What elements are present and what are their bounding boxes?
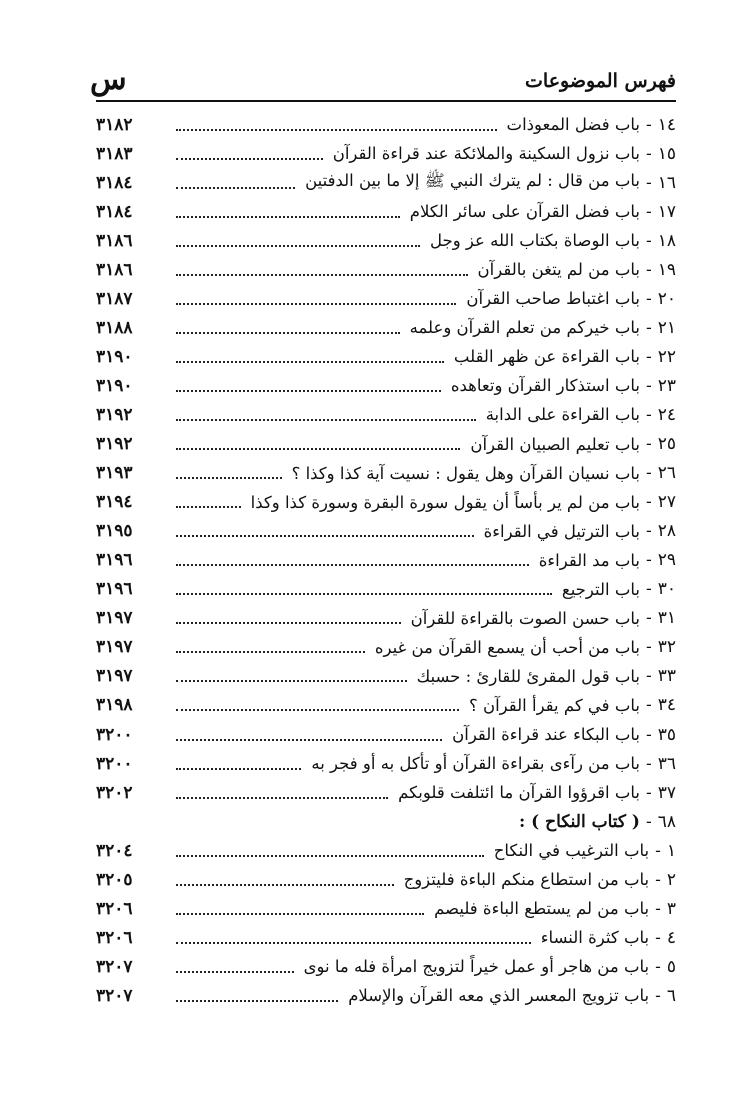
toc-entry-separator: - (645, 346, 652, 367)
toc-leader-dots (176, 739, 442, 741)
toc-leader-dots (176, 274, 468, 276)
toc-entry-page: ٣١٩٧ (96, 608, 133, 629)
toc-entry-separator: - (645, 114, 652, 135)
toc-entry (96, 313, 676, 342)
toc-entry-title: باب من أحب أن يسمع القرآن من غيره (374, 637, 640, 657)
toc-entry-page: ٣١٨٤ (96, 201, 133, 222)
toc-entry-title: باب الترجيع (561, 579, 640, 599)
toc-entry (96, 720, 676, 749)
toc-leader-dots (176, 709, 459, 711)
toc-entry-page: ٣١٩٦ (96, 550, 133, 571)
toc-entry-page: ٣١٩٢ (96, 404, 133, 425)
toc-entry-number: ٥ (666, 956, 676, 977)
toc-entry-title: باب تزويج المعسر الذي معه القرآن والإسلام (348, 986, 650, 1006)
toc-entry-separator: - (655, 898, 661, 919)
toc-entry-page: ٣١٩٧ (96, 666, 133, 687)
toc-entry-number: ٣٠ (657, 579, 676, 600)
toc-entry-page: ٣٢٠٧ (96, 956, 133, 977)
toc-entry (96, 284, 676, 313)
toc-entry (96, 139, 676, 168)
toc-entry-title: باب من قال : لم يترك النبي ﷺ إلا ما بين الدفتين (305, 170, 640, 190)
toc-entry-number: ٢٩ (657, 550, 676, 571)
toc-entry-separator: - (645, 579, 652, 600)
toc-entry-page: ٣٢٠٦ (96, 898, 133, 919)
toc-entry (96, 488, 676, 517)
toc-leader-dots (176, 506, 241, 508)
toc-entry-separator: - (645, 492, 652, 513)
toc-entry-number: ٢٤ (657, 404, 676, 425)
toc-entry-page: ٣٢٠٥ (96, 869, 133, 890)
toc-leader-dots (176, 245, 420, 247)
toc-leader-dots (176, 419, 476, 421)
toc-entry-number: ٣١ (657, 608, 676, 629)
toc-entry-separator: - (645, 434, 652, 455)
toc-leader-dots (176, 448, 460, 450)
toc-entry-title: باب نسيان القرآن وهل يقول : نسيت آية كذا وكذا ؟ (291, 463, 640, 483)
toc-entry (96, 923, 676, 952)
toc-entry-title: باب فضل المعوذات (506, 115, 640, 135)
toc-entry-number: ١٤ (657, 114, 676, 135)
toc-entry-title: باب استذكار القرآن وتعاهده (450, 376, 640, 396)
toc-leader-dots (176, 332, 400, 334)
toc-entry-number: ٣٢ (657, 637, 676, 658)
toc-entry-separator: - (645, 463, 652, 484)
table-of-contents (96, 110, 676, 1010)
toc-entry-number: ٢١ (657, 317, 676, 338)
toc-entry-title: باب فضل القرآن على سائر الكلام (409, 202, 640, 222)
toc-leader-dots (176, 768, 301, 770)
toc-entry-title: باب حسن الصوت بالقراءة للقرآن (410, 608, 640, 628)
toc-entry-number: ٣٧ (657, 782, 676, 803)
toc-entry-number: ٢٣ (657, 375, 676, 396)
toc-entry-page: ٣١٨٨ (96, 317, 133, 338)
toc-entry-page: ٣٢٠٠ (96, 724, 133, 745)
toc-entry (96, 604, 676, 633)
toc-entry-page: ٣١٩٠ (96, 375, 133, 396)
toc-entry-page: ٣١٨٦ (96, 230, 133, 251)
toc-entry-title: باب مد القراءة (538, 550, 640, 570)
toc-entry-separator: - (645, 375, 652, 396)
toc-entry (96, 226, 676, 255)
toc-entry (96, 517, 676, 546)
toc-leader-dots (176, 913, 424, 915)
toc-entry-title: باب اغتباط صاحب القرآن (466, 289, 640, 309)
toc-entry-number: ٢٠ (657, 288, 676, 309)
toc-entry (96, 633, 676, 662)
toc-entry-number: ١ (666, 840, 676, 861)
toc-leader-dots (176, 855, 484, 857)
toc-entry (96, 430, 676, 459)
toc-entry-separator: - (645, 695, 652, 716)
toc-entry-page: ٣١٩٧ (96, 637, 133, 658)
toc-leader-dots (176, 361, 444, 363)
toc-entry-separator: - (645, 201, 652, 222)
toc-entry-separator: - (645, 753, 652, 774)
toc-entry-separator: - (645, 521, 652, 542)
toc-entry (96, 400, 676, 429)
toc-entry (96, 981, 676, 1010)
toc-entry-separator: - (645, 143, 652, 164)
toc-entry-separator: - (645, 724, 652, 745)
toc-leader-dots (176, 622, 401, 624)
toc-entry-title: ( كتاب النكاح ) : (518, 811, 640, 832)
toc-entry-title: باب القراءة عن ظهر القلب (453, 347, 640, 367)
toc-entry (96, 459, 676, 488)
toc-entry (96, 197, 676, 226)
toc-entry-number: ١٦ (657, 172, 676, 193)
toc-entry-title: باب من هاجر أو عمل خيراً لتزويج امرأة فله ما نوى (303, 957, 650, 977)
toc-entry-title: باب كثرة النساء (540, 928, 650, 948)
toc-entry (96, 168, 676, 197)
toc-entry-separator: - (645, 404, 652, 425)
toc-entry-number: ٢٥ (657, 434, 676, 455)
toc-entry-number: ٣٦ (657, 753, 676, 774)
toc-leader-dots (176, 942, 531, 944)
toc-leader-dots (176, 651, 365, 653)
toc-entry-page: ٣٢٠٦ (96, 927, 133, 948)
toc-entry-separator: - (645, 550, 652, 571)
toc-entry-page: ٣١٨٢ (96, 114, 133, 135)
toc-entry-title: باب خيركم من تعلم القرآن وعلمه (409, 318, 640, 338)
toc-entry-page: ٣٢٠٤ (96, 840, 133, 861)
toc-entry-separator: - (655, 956, 661, 977)
toc-entry-number: ١٧ (657, 201, 676, 222)
toc-entry-title: باب من استطاع منكم الباءة فليتزوج (403, 870, 650, 890)
toc-entry-number: ٤ (666, 927, 676, 948)
toc-entry-page: ٣١٨٧ (96, 288, 133, 309)
toc-entry-title: باب من لم ير بأساً أن يقول سورة البقرة وسورة كذا وكذا (250, 492, 640, 512)
toc-entry-separator: - (645, 172, 652, 193)
toc-entry-number: ٢ (666, 869, 676, 890)
toc-entry-page: ٣١٩٤ (96, 492, 133, 513)
toc-entry (96, 865, 676, 894)
toc-entry-separator: - (655, 840, 661, 861)
toc-entry (96, 342, 676, 371)
toc-entry-page: ٣١٨٦ (96, 259, 133, 280)
toc-leader-dots (176, 1000, 338, 1002)
toc-leader-dots (176, 129, 497, 131)
toc-entry-title: باب نزول السكينة والملائكة عند قراءة القرآن (332, 144, 640, 164)
toc-entry-title: باب الوصاة بكتاب الله عز وجل (430, 231, 640, 251)
toc-entry-page: ٣١٨٤ (96, 172, 133, 193)
toc-entry-separator: - (645, 230, 652, 251)
toc-entry-number: ٢٨ (657, 521, 676, 542)
toc-entry-number: ٦٨ (657, 811, 676, 832)
toc-leader-dots (176, 390, 441, 392)
toc-entry-number: ١٥ (657, 143, 676, 164)
toc-entry-page: ٣١٩٨ (96, 695, 133, 716)
toc-leader-dots (176, 158, 323, 160)
toc-entry-page: ٣٢٠٠ (96, 753, 133, 774)
toc-leader-dots (176, 680, 407, 682)
toc-leader-dots (176, 971, 294, 973)
toc-entry-separator: - (655, 869, 661, 890)
toc-entry (96, 807, 676, 836)
toc-entry-page: ٣١٩٢ (96, 434, 133, 455)
toc-entry-page: ٣٢٠٧ (96, 985, 133, 1006)
toc-leader-dots (176, 564, 529, 566)
toc-leader-dots (176, 303, 456, 305)
toc-leader-dots (176, 884, 394, 886)
toc-leader-dots (176, 535, 474, 537)
toc-entry-separator: - (645, 288, 652, 309)
toc-entry-title: باب من لم يتغن بالقرآن (477, 260, 640, 280)
toc-entry-number: ١٨ (657, 230, 676, 251)
toc-entry-page: ٣١٩٣ (96, 463, 133, 484)
toc-entry-separator: - (645, 608, 652, 629)
toc-entry-number: ٢٢ (657, 346, 676, 367)
toc-entry-number: ١٩ (657, 259, 676, 280)
toc-leader-dots (176, 797, 388, 799)
toc-entry-separator: - (655, 985, 661, 1006)
toc-entry (96, 778, 676, 807)
toc-entry-number: ٣ (666, 898, 676, 919)
toc-entry-page: ٣١٨٣ (96, 143, 133, 164)
toc-entry-title: باب الترغيب في النكاح (493, 841, 650, 861)
toc-entry-title: باب الترتيل في القراءة (483, 521, 640, 541)
toc-entry-number: ٣٤ (657, 695, 676, 716)
toc-entry-separator: - (655, 927, 661, 948)
header-rule (96, 100, 676, 102)
toc-entry (96, 546, 676, 575)
toc-entry-number: ٢٧ (657, 492, 676, 513)
toc-entry (96, 255, 676, 284)
page-header (90, 62, 676, 102)
toc-entry-page: ٣٢٠٢ (96, 782, 133, 803)
toc-entry (96, 894, 676, 923)
toc-leader-dots (176, 593, 552, 595)
toc-entry-separator: - (645, 259, 652, 280)
toc-entry-separator: - (645, 666, 652, 687)
toc-entry (96, 691, 676, 720)
toc-entry-title: باب البكاء عند قراءة القرآن (452, 725, 640, 744)
toc-entry-title: باب اقرؤوا القرآن ما ائتلفت قلوبكم (398, 783, 640, 803)
toc-entry-number: ٦ (666, 985, 676, 1006)
toc-entry-separator: - (645, 637, 652, 658)
toc-entry-page: ٣١٩٥ (96, 521, 133, 542)
toc-entry-title: باب من رآءى بقراءة القرآن أو تأكل به أو فجر به (311, 754, 640, 774)
header-page-letter: س (90, 62, 127, 97)
toc-entry-page: ٣١٩٦ (96, 579, 133, 600)
toc-leader-dots (176, 187, 295, 189)
toc-leader-dots (176, 477, 282, 479)
toc-entry-page: ٣١٩٠ (96, 346, 133, 367)
toc-entry (96, 952, 676, 981)
toc-entry-separator: - (645, 782, 652, 803)
toc-entry (96, 110, 676, 139)
toc-entry-title: باب قول المقرئ للقارئ : حسبك (416, 666, 640, 686)
toc-entry-title: باب في كم يقرأ القرآن ؟ (468, 695, 640, 715)
toc-entry-title: باب تعليم الصبيان القرآن (470, 434, 640, 454)
toc-entry (96, 662, 676, 691)
toc-entry (96, 836, 676, 865)
toc-entry (96, 371, 676, 400)
toc-entry-number: ٣٥ (657, 724, 676, 745)
toc-entry-title: باب من لم يستطع الباءة فليصم (434, 899, 650, 919)
toc-entry-separator: - (645, 811, 652, 832)
toc-entry (96, 575, 676, 604)
header-title: فهرس الموضوعات (525, 70, 676, 92)
toc-entry-title: باب القراءة على الدابة (485, 405, 640, 425)
toc-entry-separator: - (645, 317, 652, 338)
toc-entry (96, 749, 676, 778)
toc-entry-number: ٢٦ (657, 463, 676, 484)
toc-entry-number: ٣٣ (657, 666, 676, 687)
toc-leader-dots (176, 216, 400, 218)
